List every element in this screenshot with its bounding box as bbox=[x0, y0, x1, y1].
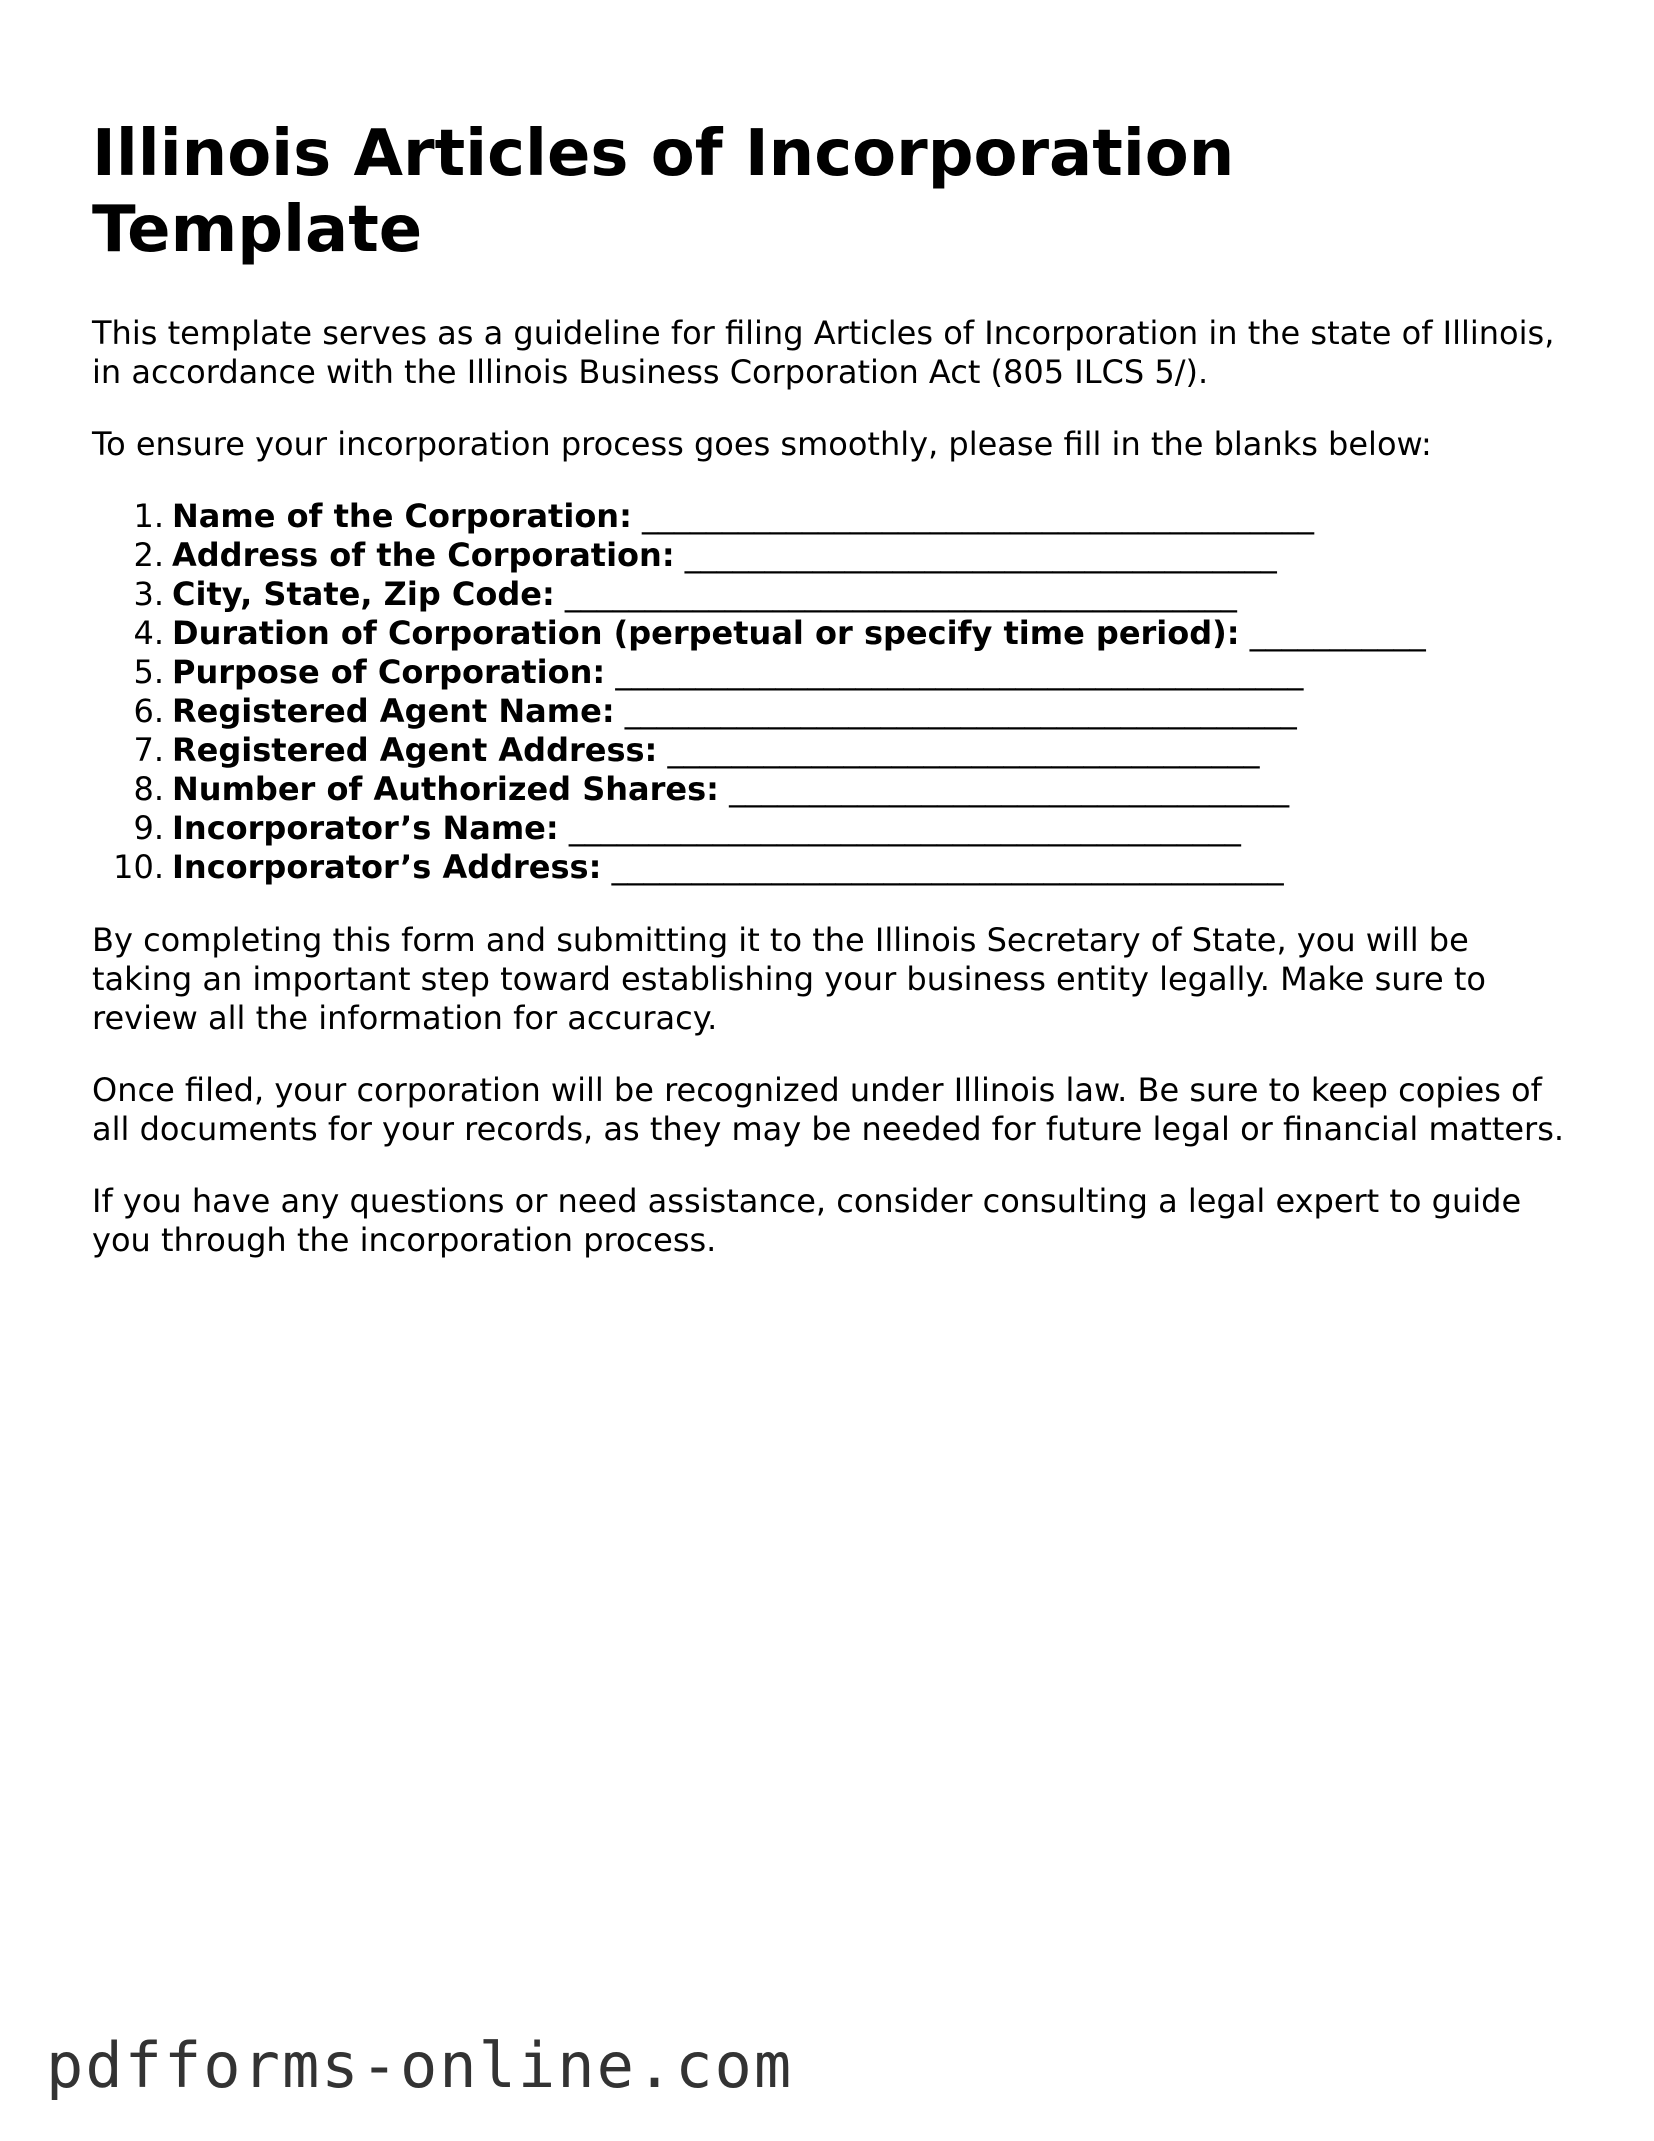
field-item[interactable] bbox=[92, 575, 1572, 614]
field-label: Name of the Corporation: bbox=[172, 497, 632, 535]
fields-list bbox=[92, 497, 1572, 887]
field-item[interactable] bbox=[92, 497, 1572, 536]
instructions-paragraph: To ensure your incorporation process goes smoothly, please fill in the blanks below: bbox=[92, 425, 1432, 463]
field-number: 1. bbox=[133, 497, 164, 535]
field-label: Duration of Corporation (perpetual or specify time period): bbox=[172, 614, 1240, 652]
closing-paragraph-2: Once filed, your corporation will be recognized under Illinois law. Be sure to keep copies of all documents for your records, as they may be needed for future legal or financial matters. bbox=[92, 1071, 1565, 1148]
field-blank[interactable]: _____________________________________ bbox=[667, 731, 1260, 769]
field-item[interactable] bbox=[92, 731, 1572, 770]
field-number: 8. bbox=[133, 770, 164, 808]
field-label: Registered Agent Name: bbox=[172, 692, 615, 730]
field-number: 10. bbox=[113, 848, 164, 886]
page-title: Illinois Articles of Incorporation Template bbox=[92, 117, 1235, 267]
field-item[interactable] bbox=[92, 653, 1572, 692]
field-item[interactable] bbox=[92, 770, 1572, 809]
field-blank[interactable]: __________________________________________ bbox=[624, 692, 1297, 730]
field-label: Number of Authorized Shares: bbox=[172, 770, 719, 808]
field-blank[interactable]: ___________________________________________ bbox=[615, 653, 1304, 691]
field-blank[interactable]: __________________________________________ bbox=[568, 809, 1241, 847]
field-blank[interactable]: ___________________________________ bbox=[729, 770, 1290, 808]
intro-paragraph: This template serves as a guideline for filing Articles of Incorporation in the state of Illinois, in accordance with the Illinois Business Corporation Act (805 ILCS 5/). bbox=[92, 314, 1555, 391]
field-item[interactable] bbox=[92, 848, 1572, 887]
field-label: Incorporator’s Address: bbox=[172, 848, 602, 886]
field-label: Registered Agent Address: bbox=[172, 731, 658, 769]
field-number: 3. bbox=[133, 575, 164, 613]
closing-paragraph-1: By completing this form and submitting it to the Illinois Secretary of State, you will be taking an important step toward establishing your business entity legally. Make sure to review all the information for accuracy. bbox=[92, 921, 1486, 1037]
watermark-text: pdfforms-online.com bbox=[46, 2029, 794, 2102]
closing-paragraph-3: If you have any questions or need assistance, consider consulting a legal expert to guide you through the incorporation process. bbox=[92, 1182, 1522, 1259]
field-blank[interactable]: ___________ bbox=[1249, 614, 1426, 652]
field-blank[interactable]: __________________________________________ bbox=[642, 497, 1315, 535]
field-blank[interactable]: _____________________________________ bbox=[684, 536, 1277, 574]
field-item[interactable] bbox=[92, 614, 1572, 653]
document-page bbox=[92, 116, 1572, 1293]
field-number: 5. bbox=[133, 653, 164, 691]
field-number: 9. bbox=[133, 809, 164, 847]
field-number: 7. bbox=[133, 731, 164, 769]
field-label: City, State, Zip Code: bbox=[172, 575, 555, 613]
field-item[interactable] bbox=[92, 809, 1572, 848]
field-item[interactable] bbox=[92, 536, 1572, 575]
field-blank[interactable]: __________________________________________ bbox=[611, 848, 1284, 886]
field-label: Incorporator’s Name: bbox=[172, 809, 559, 847]
field-label: Purpose of Corporation: bbox=[172, 653, 606, 691]
field-number: 6. bbox=[133, 692, 164, 730]
field-number: 2. bbox=[133, 536, 164, 574]
field-blank[interactable]: __________________________________________ bbox=[564, 575, 1237, 613]
field-number: 4. bbox=[133, 614, 164, 652]
field-label: Address of the Corporation: bbox=[172, 536, 675, 574]
field-item[interactable] bbox=[92, 692, 1572, 731]
